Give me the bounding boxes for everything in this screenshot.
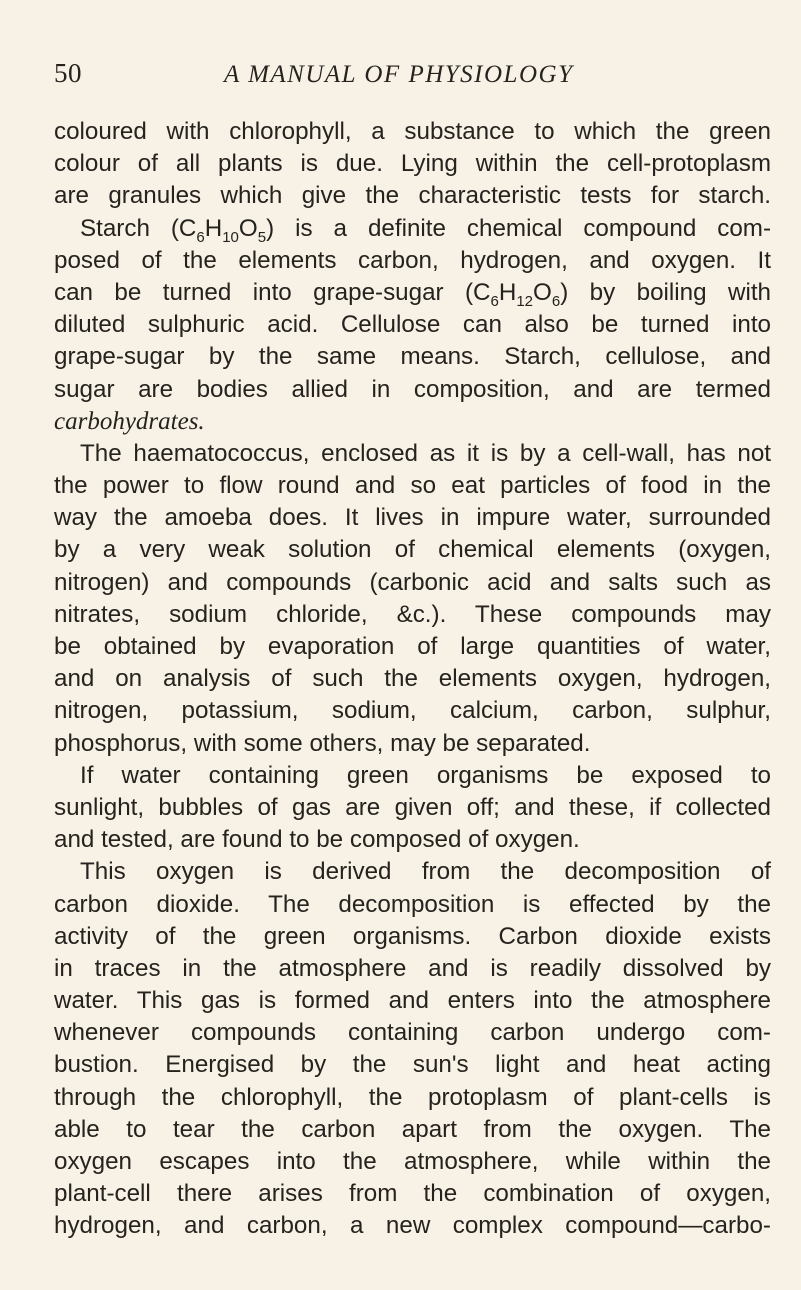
text-line	[54, 663, 771, 695]
text-line	[54, 921, 771, 953]
formula-part: 6	[490, 292, 499, 310]
text-line	[54, 1082, 771, 1114]
line-text: nitrates, sodium chloride, &c.). These compounds may	[54, 600, 771, 628]
line-text: whenever compounds containing carbon undergo com-	[54, 1019, 771, 1047]
text-line	[54, 470, 771, 502]
line-text: are granules which give the characteristic tests for starch.	[54, 182, 771, 210]
formula-part: 6	[551, 292, 561, 310]
text-line	[54, 824, 771, 856]
line-text: in traces in the atmosphere and is readily dissolved by	[54, 954, 771, 982]
line-text: plant-cell there arises from the combination of oxygen,	[54, 1180, 771, 1208]
line-text: activity of the green organisms. Carbon dioxide exists	[54, 922, 771, 950]
formula-part: ) by boiling with	[560, 278, 772, 306]
formula-part: H	[204, 214, 223, 242]
line-text: hydrogen, and carbon, a new complex compound—carbo-	[54, 1212, 771, 1240]
line-text: carbon dioxide. The decomposition is effected by the	[54, 890, 771, 918]
formula-part: 10	[222, 228, 239, 246]
text-line	[54, 728, 771, 760]
line-text: and on analysis of such the elements oxygen, hydrogen,	[54, 665, 771, 693]
line-text: oxygen escapes into the atmosphere, while within the	[54, 1148, 771, 1175]
text-line	[54, 438, 771, 470]
line-text: nitrogen, potassium, sodium, calcium, carbon, sulphur,	[54, 697, 771, 725]
formula-part: 5	[257, 228, 267, 246]
text-line	[54, 792, 771, 824]
formula-part: 6	[196, 228, 205, 246]
text-line	[54, 567, 771, 599]
line-text: grape-sugar by the same means. Starch, cellulose, and	[54, 343, 771, 371]
text-line	[54, 341, 771, 373]
running-head: A MANUAL OF PHYSIOLOGY	[224, 61, 574, 88]
line-text: phosphorus, with some others, may be separated.	[54, 729, 591, 757]
body-text	[54, 116, 771, 1243]
text-line	[54, 1017, 771, 1049]
formula-part: O	[238, 214, 258, 242]
line-text: sugar are bodies allied in composition, and are termed	[54, 375, 771, 403]
line-text: coloured with chlorophyll, a substance to which the green	[54, 118, 771, 145]
text-line	[54, 502, 771, 534]
text-line	[54, 1146, 771, 1178]
text-line	[54, 1049, 771, 1081]
line-text: colour of all plants is due. Lying within the cell-protoplasm	[54, 150, 771, 178]
line-text: The haematococcus, enclosed as it is by a cell-wall, has not	[80, 439, 771, 467]
text-line	[54, 856, 771, 888]
line-text: If water containing green organisms be exposed to	[80, 761, 771, 789]
formula-part: 12	[516, 292, 534, 310]
line-text: way the amoeba does. It lives in impure water, surrounded	[54, 504, 771, 532]
line-text: bustion. Energised by the sun's light and heat acting	[54, 1051, 771, 1079]
text-line	[54, 309, 771, 341]
line-text: diluted sulphuric acid. Cellulose can also be turned into	[54, 311, 771, 339]
line-text: through the chlorophyll, the protoplasm of plant-cells is	[54, 1083, 771, 1111]
text-line	[54, 374, 771, 406]
line-text: sunlight, bubbles of gas are given off; and these, if collected	[54, 793, 771, 821]
text-line	[54, 406, 771, 438]
italic-term: carbohydrates.	[54, 407, 205, 435]
line-text: the power to flow round and so eat particles of food in the	[54, 472, 771, 500]
page-header	[54, 58, 771, 98]
text-line	[54, 760, 771, 792]
text-line	[54, 148, 771, 180]
formula-part: Starch (C	[80, 214, 197, 242]
page-number: 50	[54, 58, 82, 88]
text-line	[54, 1114, 771, 1146]
text-line	[54, 631, 771, 663]
line-text: by a very weak solution of chemical elements (oxygen,	[54, 536, 771, 564]
line-text: nitrogen) and compounds (carbonic acid and salts such as	[54, 568, 771, 596]
text-line	[54, 277, 771, 309]
text-line	[54, 180, 771, 212]
text-line	[54, 889, 771, 921]
line-text: water. This gas is formed and enters into the atmosphere	[54, 987, 771, 1015]
text-line	[54, 599, 771, 631]
line-text: This oxygen is derived from the decomposition of	[80, 858, 771, 886]
formula-part: H	[498, 278, 517, 306]
line-text: posed of the elements carbon, hydrogen, and oxygen. It	[54, 246, 771, 274]
line-text: be obtained by evaporation of large quantities of water,	[54, 633, 771, 660]
line-text: able to tear the carbon apart from the oxygen. The	[54, 1115, 771, 1143]
text-line	[54, 953, 771, 985]
text-line	[54, 213, 771, 245]
text-line	[54, 534, 771, 566]
text-line	[54, 1210, 771, 1242]
formula-part: O	[533, 278, 552, 306]
text-line	[54, 695, 771, 727]
text-line	[54, 116, 771, 148]
text-line	[54, 1178, 771, 1210]
text-line	[54, 245, 771, 277]
formula-part: ) is a definite chemical compound com-	[266, 214, 771, 242]
line-text: and tested, are found to be composed of oxygen.	[54, 826, 580, 854]
formula-part: can be turned into grape-sugar (C	[54, 278, 491, 306]
text-line	[54, 985, 771, 1017]
